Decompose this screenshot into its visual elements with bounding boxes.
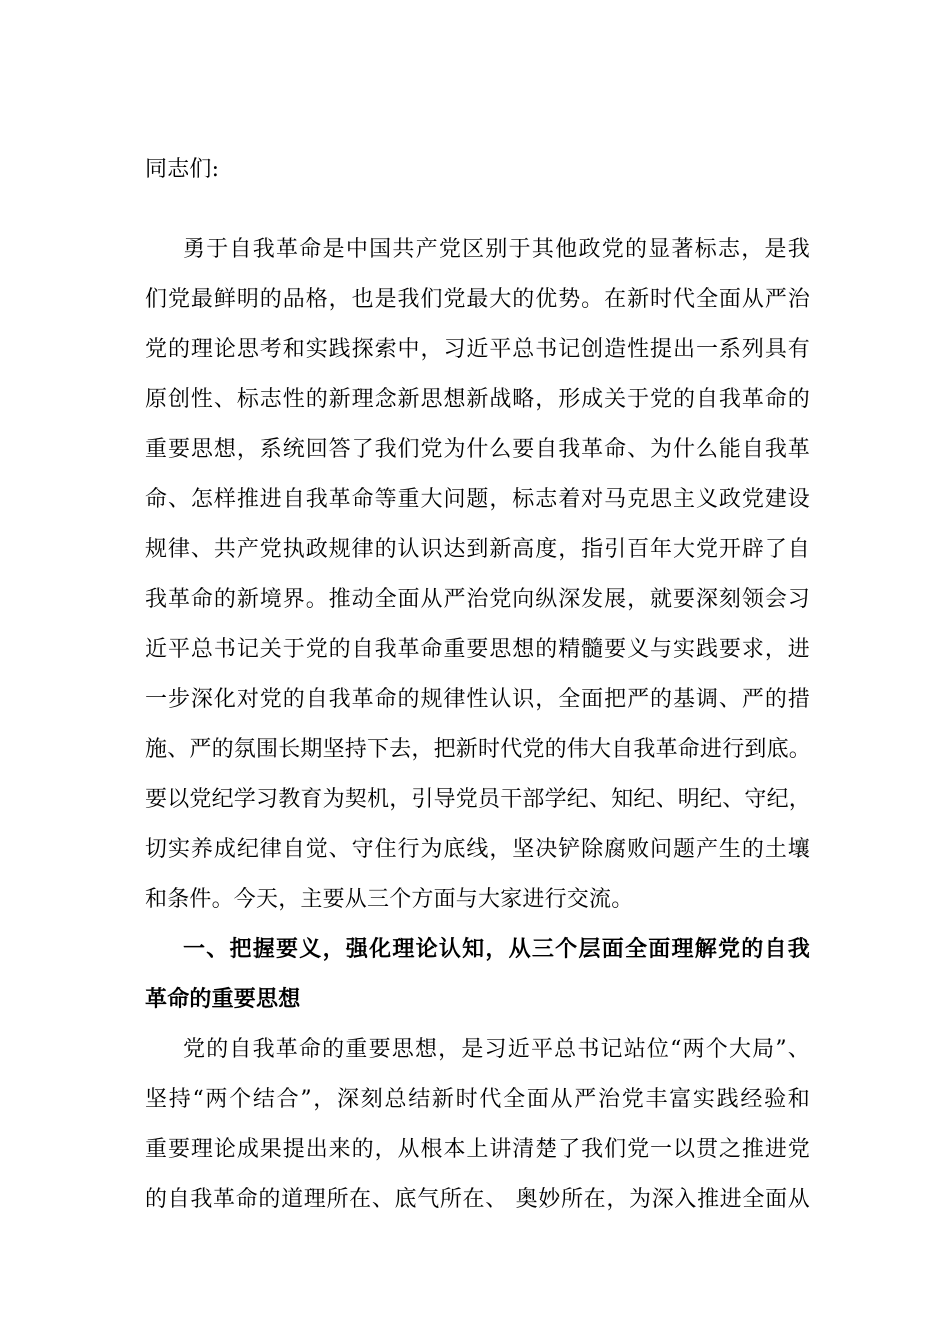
- paragraph-1-line-14: 和条件。今天，主要从三个方面与大家进行交流。: [145, 887, 634, 912]
- paragraph-1-line-13: 切实养成纪律自觉、守住行为底线，坚决铲除腐败问题产生的土壤: [145, 837, 810, 862]
- salutation: 同志们:: [145, 157, 220, 182]
- section-heading-1-line-1: 一、把握要义，强化理论认知，从三个层面全面理解党的自我: [183, 937, 810, 962]
- paragraph-1-line-2: 们党最鲜明的品格，也是我们党最大的优势。在新时代全面从严治: [145, 287, 810, 312]
- paragraph-2-line-1: 党的自我革命的重要思想，是习近平总书记站位“两个大局”、: [183, 1037, 810, 1062]
- paragraph-2-line-4: 的自我革命的道理所在、底气所在、 奥妙所在，为深入推进全面从: [145, 1187, 810, 1212]
- paragraph-2-line-3: 重要理论成果提出来的，从根本上讲清楚了我们党一以贯之推进党: [145, 1137, 810, 1162]
- paragraph-1-line-7: 规律、共产党执政规律的认识达到新高度，指引百年大党开辟了自: [145, 537, 810, 562]
- paragraph-1-line-6: 命、怎样推进自我革命等重大问题，标志着对马克思主义政党建设: [145, 487, 810, 512]
- paragraph-1-line-8: 我革命的新境界。推动全面从严治党向纵深发展，就要深刻领会习: [145, 587, 810, 612]
- section-heading-1-line-2: 革命的重要思想: [145, 987, 301, 1012]
- paragraph-1-line-1: 勇于自我革命是中国共产党区别于其他政党的显著标志，是我: [183, 237, 810, 262]
- paragraph-1-line-10: 一步深化对党的自我革命的规律性认识，全面把严的基调、严的措: [145, 687, 810, 712]
- paragraph-1-line-4: 原创性、标志性的新理念新思想新战略，形成关于党的自我革命的: [145, 387, 810, 412]
- paragraph-1-line-5: 重要思想，系统回答了我们党为什么要自我革命、为什么能自我革: [145, 437, 810, 462]
- paragraph-1-line-11: 施、严的氛围长期坚持下去，把新时代党的伟大自我革命进行到底。: [145, 737, 812, 762]
- paragraph-1-line-9: 近平总书记关于党的自我革命重要思想的精髓要义与实践要求，进: [145, 637, 810, 662]
- paragraph-1-line-12: 要以党纪学习教育为契机，引导党员干部学纪、知纪、明纪、守纪，: [145, 787, 812, 812]
- paragraph-1-line-3: 党的理论思考和实践探索中，习近平总书记创造性提出一系列具有: [145, 337, 810, 362]
- paragraph-2-line-2: 坚持“两个结合”，深刻总结新时代全面从严治党丰富实践经验和: [145, 1087, 810, 1112]
